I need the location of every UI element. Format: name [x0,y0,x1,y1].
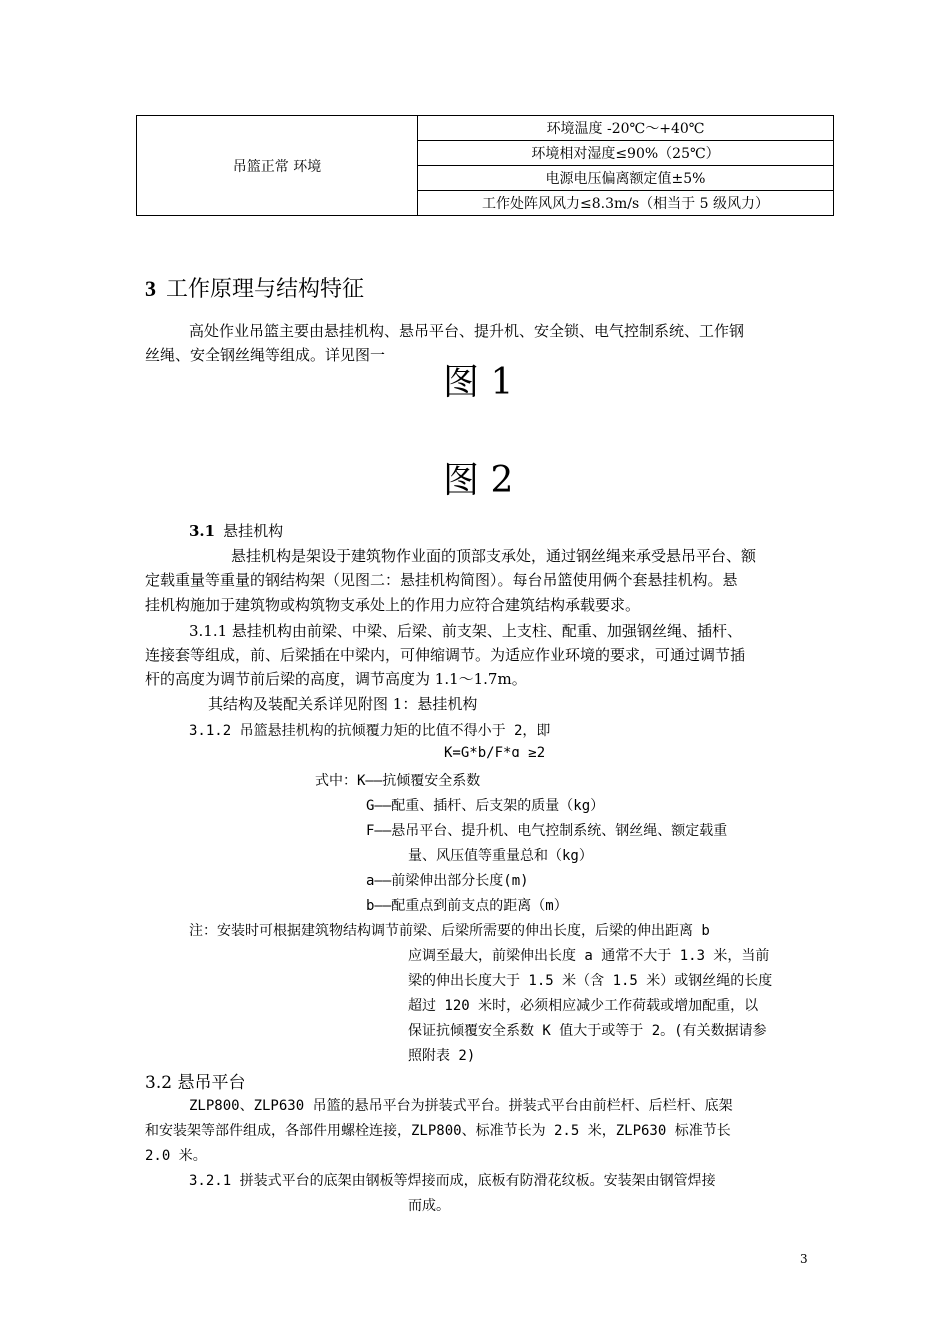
definition-a: a——前梁伸出部分长度(m) [366,873,529,889]
section-number: 3 [145,276,156,301]
section-title: 工作原理与结构特征 [166,277,365,302]
s311-line-3: 杆的高度为调节前后梁的高度，调节高度为 1.1～1.7m。 [145,670,527,688]
note-line-4: 保证抗倾覆安全系数 K 值大于或等于 2。(有关数据请参 [408,1023,767,1039]
environment-table [136,115,834,216]
definition-f-line-1: F——悬吊平台、提升机、电气控制系统、钢丝绳、额定载重 [366,823,728,839]
definition-g: G——配重、插杆、后支架的质量（kg） [366,798,605,814]
environment-label: 吊篮正常 环境 [137,116,418,216]
subsection-3-1-number: 3.1 [189,522,216,540]
structure-reference: 其结构及装配关系详见附图 1：悬挂机构 [208,695,478,713]
s32-p1-line-2: 和安装架等部件组成，各部件用螺栓连接，ZLP800、标准节长为 2.5 米，ZLP630 标准节长 [145,1123,731,1139]
formula: K=G*b/F*ɑ ≥2 [444,745,546,761]
s321-line-1: 3.2.1 拼装式平台的底架由钢板等焊接而成，底板有防滑花纹板。安装架由钢管焊接 [189,1173,716,1189]
note-line-3: 超过 120 米时，必须相应减少工作荷载或增加配重，以 [408,998,759,1014]
s31-p1-line-1: 悬挂机构是架设于建筑物作业面的顶部支承处，通过钢丝绳来承受悬吊平台、额 [231,547,757,565]
intro-line-2: 丝绳、安全钢丝绳等组成。详见图一 [145,346,386,364]
env-row-humidity: 环境相对湿度≤90%（25℃） [418,141,834,166]
note-line-1: 应调至最大，前梁伸出长度 a 通常不大于 1.3 米，当前 [408,948,770,964]
s321-line-2: 而成。 [408,1198,450,1214]
note-line-5: 照附表 2) [408,1048,476,1064]
definition-k: 式中：K——抗倾覆安全系数 [315,773,481,789]
subsection-3-1-title: 悬挂机构 [223,522,284,540]
s311-line-1: 3.1.1 悬挂机构由前梁、中梁、后梁、前支架、上支柱、配重、加强钢丝绳、插杆、 [189,622,742,640]
s312-line: 3.1.2 吊篮悬挂机构的抗倾覆力矩的比值不得小于 2，即 [189,723,551,739]
intro-line-1: 高处作业吊篮主要由悬挂机构、悬吊平台、提升机、安全锁、电气控制系统、工作钢 [189,322,745,340]
subsection-3-2-heading: 3.2 悬吊平台 [145,1073,246,1093]
s31-p1-line-2: 定载重量等重量的钢结构架（见图二：悬挂机构简图）。每台吊篮使用俩个套悬挂机构。悬 [145,571,738,589]
s311-line-2: 连接套等组成，前、后梁插在中梁内，可伸缩调节。为适应作业环境的要求，可通过调节插 [145,646,746,664]
definition-b: b——配重点到前支点的距离（m） [366,898,568,914]
section-heading [145,272,364,303]
definition-f-line-2: 量、风压值等重量总和（kg） [408,848,593,864]
s32-p1-line-1: ZLP800、ZLP630 吊篮的悬吊平台为拼装式平台。拼装式平台由前栏杆、后栏杆、底架 [189,1098,733,1114]
figure-2-placeholder: 图 2 [443,460,514,501]
note-lead: 注：安装时可根据建筑物结构调节前梁、后梁所需要的伸出长度，后梁的伸出距离 b [189,923,710,939]
page-number: 3 [800,1252,808,1266]
subsection-3-1-heading [189,518,283,544]
s32-p1-line-3: 2.0 米。 [145,1148,207,1164]
figure-1-placeholder: 图 1 [443,362,514,403]
s31-p1-line-3: 挂机构施加于建筑物或构筑物支承处上的作用力应符合建筑结构承载要求。 [145,596,641,614]
env-row-temperature: 环境温度 -20℃～+40℃ [418,116,834,141]
env-row-voltage: 电源电压偏离额定值±5% [418,166,834,191]
note-line-2: 梁的伸出长度大于 1.5 米（含 1.5 米）或钢丝绳的长度 [408,973,773,989]
env-row-wind: 工作处阵风风力≤8.3m/s（相当于 5 级风力） [418,191,834,216]
